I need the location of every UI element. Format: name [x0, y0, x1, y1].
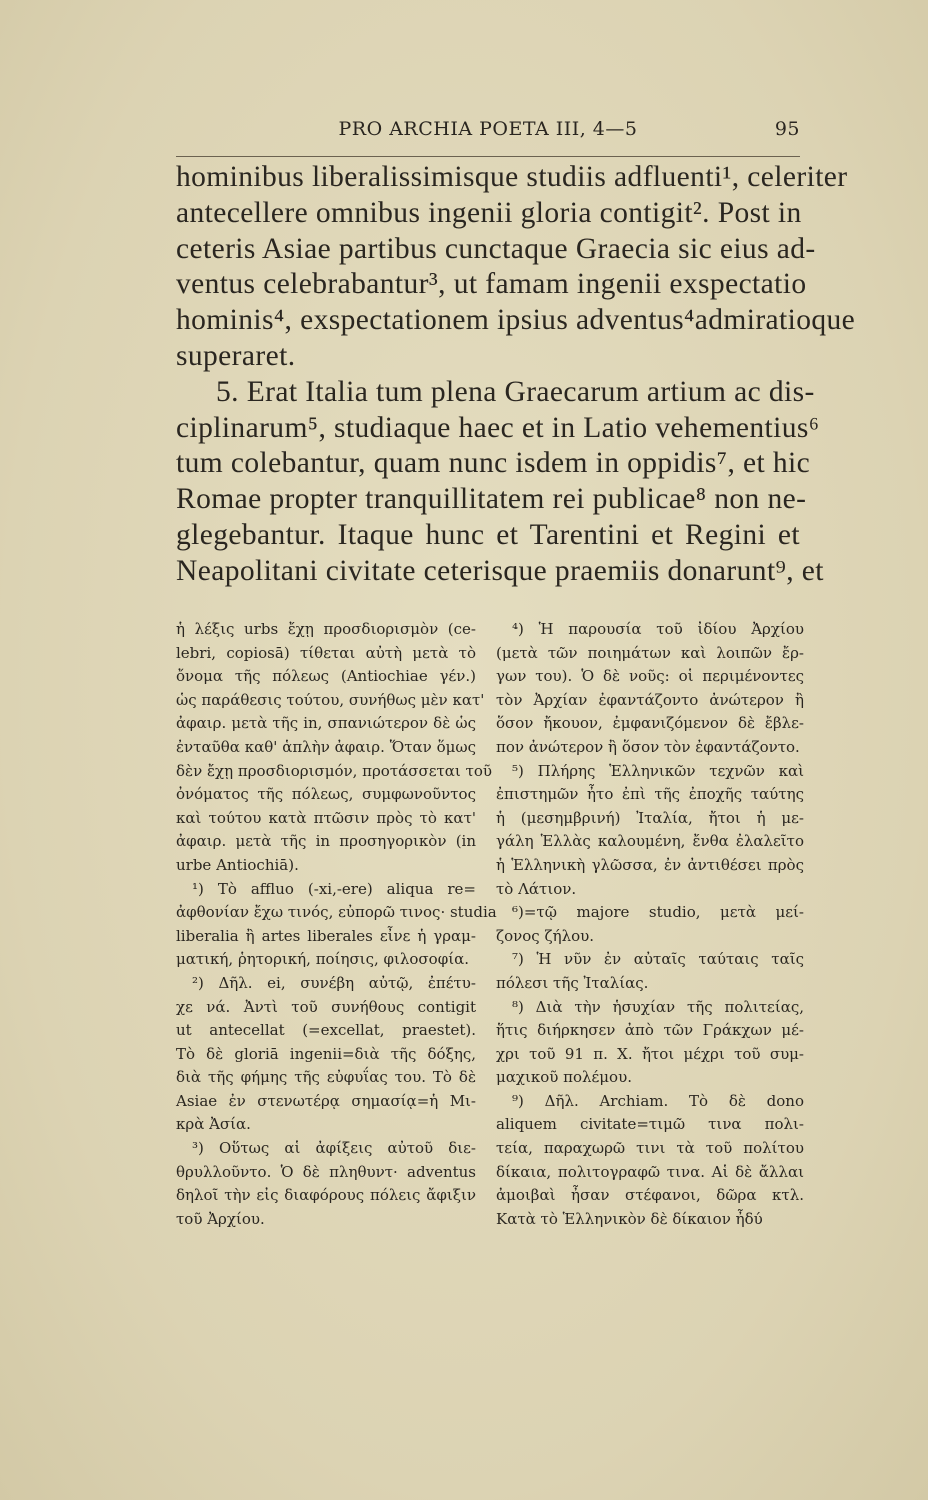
footnote-line: κρὰ Ἀσία. — [176, 1115, 251, 1134]
footnote-line: μαχικοῦ πολέμου. — [496, 1068, 632, 1087]
footnote-line: χε νά. Ἀντὶ τοῦ συνήθους contigit — [176, 997, 476, 1016]
footnote-line: ἡ (μεσημβρινή) Ἰταλία, ἤτοι ἡ με- — [496, 808, 804, 827]
footnote-line: διὰ τῆς φήμης τῆς εὐφυΐας του. Τὸ δὲ — [176, 1068, 476, 1087]
footnote-line: γων του). Ὁ δὲ νοῦς: οἱ περιμένοντες — [496, 667, 804, 686]
footnote-line: liberalia ἢ artes liberales εἶνε ἡ γραμ- — [176, 926, 476, 945]
footnote-line: Asiae ἐν στενωτέρᾳ σημασίᾳ=ἡ Μι- — [176, 1091, 476, 1110]
footnote-line: ¹) Τὸ affluo (-xi,-ere) aliqua re= — [192, 879, 476, 898]
footnote-line: ut antecellat (=excellat, praestet). — [176, 1021, 476, 1040]
footnotes-left-column — [176, 618, 497, 1231]
running-title: PRO ARCHIA POETA III, 4—5 — [338, 118, 638, 140]
footnote-line: τοῦ Ἀρχίου. — [176, 1209, 265, 1228]
footnote-line: δηλοῖ τὴν εἰς διαφόρους πόλεις ἄφιξιν — [176, 1186, 476, 1205]
footnote-line: ὡς παράθεσις τούτου, συνήθως μὲν κατ' — [176, 690, 485, 709]
footnote-line: ὄνομα τῆς πόλεως (Antiochiae γέν.) — [176, 667, 476, 686]
footnote-line: τεία, παραχωρῶ τινι τὰ τοῦ πολίτου — [496, 1139, 804, 1158]
main-text-line: ventus celebrabantur³, ut famam ingenii exspectatio — [176, 268, 807, 301]
footnote-line: ἀφαιρ. μετὰ τῆς in, σπανιώτερον δὲ ὡς — [176, 714, 476, 733]
footnote-line: πόλεσι τῆς Ἰταλίας. — [496, 973, 649, 992]
footnote-line: χρι τοῦ 91 π. Χ. ἤτοι μέχρι τοῦ συμ- — [496, 1044, 804, 1063]
main-text-line: Neapolitani civitate ceterisque praemiis donarunt⁹, et — [176, 554, 824, 587]
main-text-line: antecellere omnibus ingenii gloria contigit². Post in — [176, 196, 802, 229]
footnote-line: ὀνόματος τῆς πόλεως, συμφωνοῦντος — [176, 785, 476, 804]
footnote-line: ματική, ῥητορική, ποίησις, φιλοσοφία. — [176, 950, 469, 969]
main-text-line: superaret. — [176, 339, 296, 372]
page-number: 95 — [774, 118, 800, 140]
main-text-line: glegebantur. Itaque hunc et Tarentini et Regini et — [176, 518, 800, 551]
footnote-line: ἀφθονίαν ἔχω τινός, εὐπορῶ τινος· studia — [176, 903, 497, 922]
footnote-line: ζονος ζήλου. — [496, 926, 595, 945]
footnote-line: τὸ Λάτιον. — [496, 879, 577, 898]
footnote-line: καὶ τούτου κατὰ πτῶσιν πρὸς τὸ κατ' — [176, 808, 476, 827]
footnote-line: θρυλλοῦντο. Ὁ δὲ πληθυντ· adventus — [176, 1162, 476, 1181]
footnote-line: ⁸) Διὰ τὴν ἡσυχίαν τῆς πολιτείας, — [512, 997, 804, 1016]
footnote-line: ⁶)=τῷ majore studio, μετὰ μεί- — [512, 903, 804, 922]
main-text-line: hominibus liberalissimisque studiis adfluenti¹, celeriter — [176, 161, 848, 193]
footnote-line: ἐνταῦθα καθ' ἁπλὴν ἀφαιρ. Ὅταν ὅμως — [176, 737, 476, 756]
footnote-line: ³) Οὕτως αἱ ἀφίξεις αὐτοῦ διε- — [192, 1139, 476, 1158]
main-text-line: hominis⁴, exspectationem ipsius adventus⁴admiratioque — [176, 304, 856, 337]
footnote-line: Κατὰ τὸ Ἑλληνικὸν δὲ δίκαιον ἦδύ — [496, 1209, 763, 1228]
main-text-line: Romae propter tranquillitatem rei publicae⁸ non ne- — [176, 483, 807, 516]
footnote-line: τὸν Ἀρχίαν ἐφαντάζοντο ἀνώτερον ἢ — [496, 690, 804, 709]
main-text-line: tum colebantur, quam nunc isdem in oppidis⁷, et hic — [176, 447, 811, 480]
footnote-line: ²) Δῆλ. ei, συνέβη αὐτῷ, ἐπέτυ- — [192, 973, 476, 992]
main-text-line: ciplinarum⁵, studiaque haec et in Latio vehementius⁶ — [176, 411, 820, 444]
footnote-line: πον ἀνώτερον ἢ ὅσον τὸν ἐφαντάζοντο. — [496, 737, 800, 756]
footnote-line: ⁴) Ἡ παρουσία τοῦ ἰδίου Ἀρχίου — [512, 620, 804, 638]
footnote-line: lebri, copiosā) τίθεται αὐτὴ μετὰ τὸ — [176, 643, 476, 662]
footnote-line: ⁹) Δῆλ. Archiam. Τὸ δὲ dono — [512, 1091, 804, 1110]
main-text-line: ceteris Asiae partibus cunctaque Graecia sic eius ad- — [176, 232, 816, 265]
footnote-line: ⁵) Πλήρης Ἑλληνικῶν τεχνῶν καὶ — [512, 761, 804, 780]
footnote-line: ὅσον ἤκουον, ἐμφανιζόμενον δὲ ἔβλε- — [496, 714, 804, 733]
footnote-line: urbe Antiochiā). — [176, 855, 299, 874]
footnote-line: Τὸ δὲ gloriā ingenii=διὰ τῆς δόξης, — [176, 1044, 476, 1063]
footnote-line: γάλη Ἑλλὰς καλουμένη, ἔνθα ἐλαλεῖτο — [496, 832, 804, 851]
footnote-line: aliquem civitate=τιμῶ τινα πολι- — [496, 1115, 804, 1134]
main-latin-text — [176, 160, 856, 590]
footnote-line: ἀφαιρ. μετὰ τῆς in προσηγορικὸν (in — [176, 832, 476, 851]
footnote-line: ἐπιστημῶν ἦτο ἐπὶ τῆς ἐποχῆς ταύτης — [496, 785, 804, 804]
footnote-line: δὲν ἔχῃ προσδιορισμόν, προτάσσεται τοῦ — [176, 761, 493, 780]
main-text-line: 5. Erat Italia tum plena Graecarum artium ac dis- — [216, 375, 815, 408]
footnote-line: δίκαια, πολιτογραφῶ τινα. Αἱ δὲ ἄλλαι — [496, 1162, 804, 1181]
running-header — [176, 118, 800, 148]
footnote-line: ἥτις διήρκησεν ἀπὸ τῶν Γράκχων μέ- — [496, 1021, 804, 1040]
footnote-line: (μετὰ τῶν ποιημάτων καὶ λοιπῶν ἔρ- — [496, 643, 804, 662]
footnote-line: ⁷) Ἡ νῦν ἐν αὐταῖς ταύταις ταῖς — [512, 950, 804, 969]
footnote-line: ἀμοιβαὶ ἦσαν στέφανοι, δῶρα κτλ. — [496, 1186, 804, 1205]
footnote-line: ἡ Ἑλληνικὴ γλῶσσα, ἐν ἀντιθέσει πρὸς — [496, 855, 804, 874]
footnotes-right-column — [496, 618, 804, 1231]
header-rule — [176, 156, 800, 157]
footnote-line: ἡ λέξις urbs ἔχῃ προσδιορισμὸν (ce- — [176, 620, 476, 638]
